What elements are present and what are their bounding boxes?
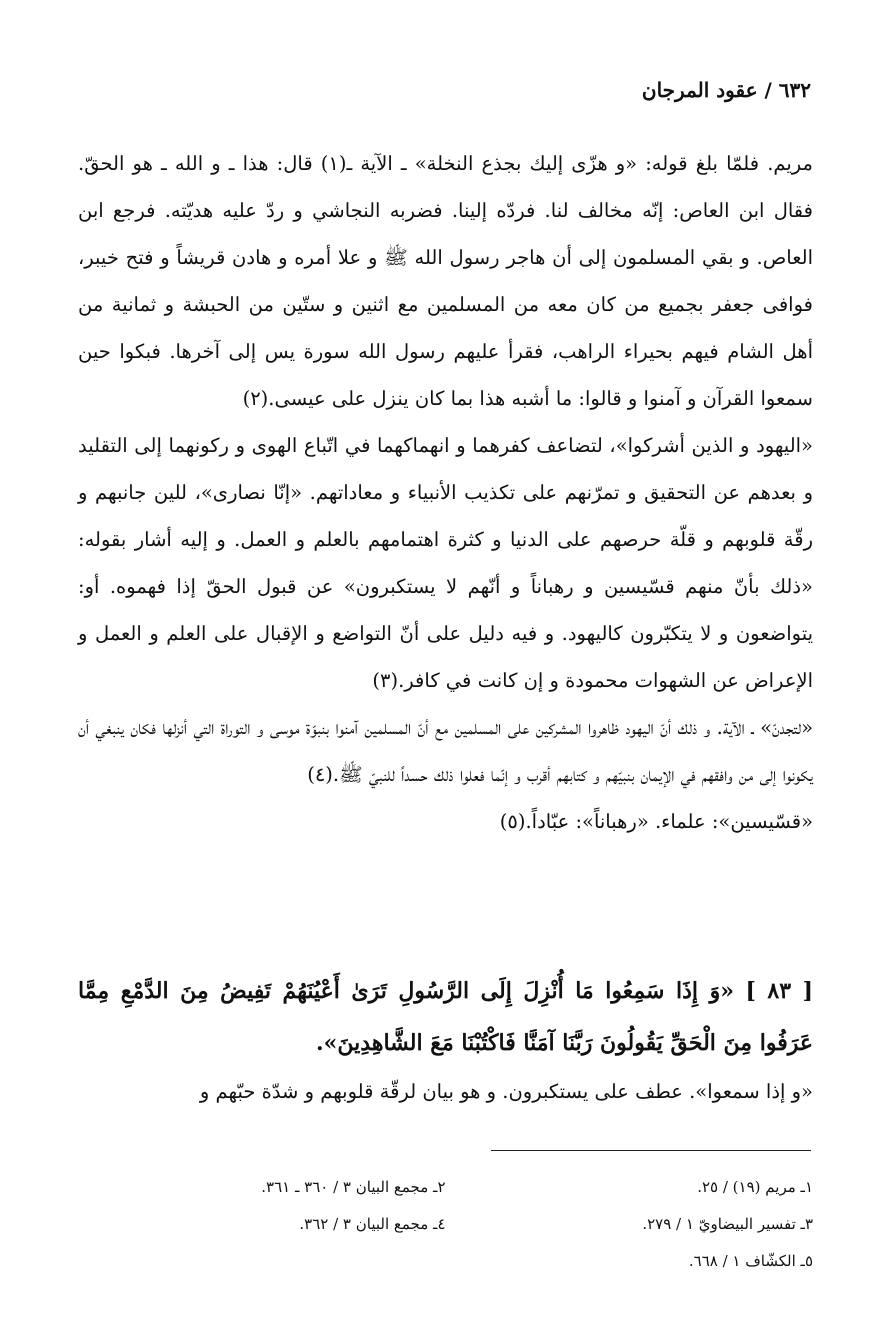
footnote-row [78, 1168, 813, 1205]
footnote: ٤ـ مجمع البيان ٣ / ٣٦٢. [299, 1214, 446, 1233]
paragraph: مريم. فلمّا بلغ قوله: «و هزّی إليك بجذع النخلة» ـ الآية ـ(١) قال: هذا ـ و الله ـ هو الحقّ. فقال ابن العاص: إنّه مخالف لنا. فردّه إلينا. فضربه النجاشي و ردّ عليه هديّته. فرجع ابن العاص. و بقي المسلمون إلى أن هاجر رسول الله ﷺ و علا أمره و هادن قريشاً و فتح خيبر، فوافى جعفر بجميع من كان معه من المسلمين مع اثنين و ستّين من الحبشة و ثمانية من أهل الشام فيهم بحيراء الراهب، فقرأ عليهم رسول الله سورة يس إلى آخرها. فبكوا حين سمعوا القرآن و آمنوا و قالوا: ما أشبه هذا بما كان ينزل على عيسى.(٢) [78, 152, 813, 410]
body-text [78, 140, 813, 845]
verse-commentary: «و إذا سمعوا». عطف على يستكبرون. و هو بيان لرقّة قلوبهم و شدّة حبّهم و [199, 1080, 813, 1103]
paragraph: «لتجدنّ» ـ الآية. و ذلك أنّ اليهود ظاهروا المشركين على المسلمين مع أنّ المسلمين آمنوا بنبوّة موسى و التوراة التي أنزلها فكان ينبغي أن يكونوا إلى من وافقهم في الإيمان بنبيّهم و كتابهم أقرب و إنّما فعلوا ذلك حسداً للنبيّ ﷺ.(٤) [78, 716, 813, 786]
paragraph: «قسّيسين»: علماء. «رهباناً»: عبّاداً.(٥) [499, 810, 813, 833]
quran-verse: [ ٨٣ ] «وَ إِذَا سَمِعُوا مَا أُنْزِلَ إِلَى الرَّسُولِ تَرَىٰ أَعْيُنَهُمْ تَفِيضُ مِنَ الدَّمْعِ مِمَّا عَرَفُوا مِنَ الْحَقِّ يَقُولُونَ رَبَّنَا آمَنَّا فَاكْتُبْنَا مَعَ الشَّاهِدِينَ». [78, 978, 813, 1056]
footnote: ١ـ مريم (١٩) / ٢٥. [697, 1177, 813, 1196]
footnote: ٥ـ الكشّاف ١ / ٦٦٨. [688, 1251, 813, 1270]
footnotes [78, 1168, 813, 1279]
footnote-row [78, 1242, 813, 1279]
footnote: ٢ـ مجمع البيان ٣ / ٣٦٠ ـ ٣٦١. [261, 1177, 446, 1196]
footnote-row [78, 1205, 813, 1242]
running-head: ٦٣٢ / عقود المرجان [641, 78, 811, 102]
paragraph: «اليهود و الذين أشركوا»، لتضاعف كفرهما و انهماكهما في اتّباع الهوى و ركونهما إلى التقليد و بعدهم عن التحقيق و تمرّنهم على تكذيب الأنبياء و معاداتهم. «إنّا نصارى»، للين جانبهم و رقّة قلوبهم و قلّة حرصهم على الدنيا و كثرة اهتمامهم بالعلم و العمل. و إليه أشار بقوله: «ذلك بأنّ منهم قسّيسين و رهباناً و أنّهم لا يستكبرون» عن قبول الحقّ إذا فهموه. أو: يتواضعون و لا يتكبّرون كاليهود. و فيه دليل على أنّ التواضع و الإقبال على العلم و العمل و الإعراض عن الشهوات محمودة و إن كانت في كافر.(٣) [78, 434, 813, 692]
footnote-divider [491, 1150, 811, 1151]
footnote: ٣ـ تفسير البيضاويّ ١ / ٢٧٩. [642, 1214, 813, 1233]
